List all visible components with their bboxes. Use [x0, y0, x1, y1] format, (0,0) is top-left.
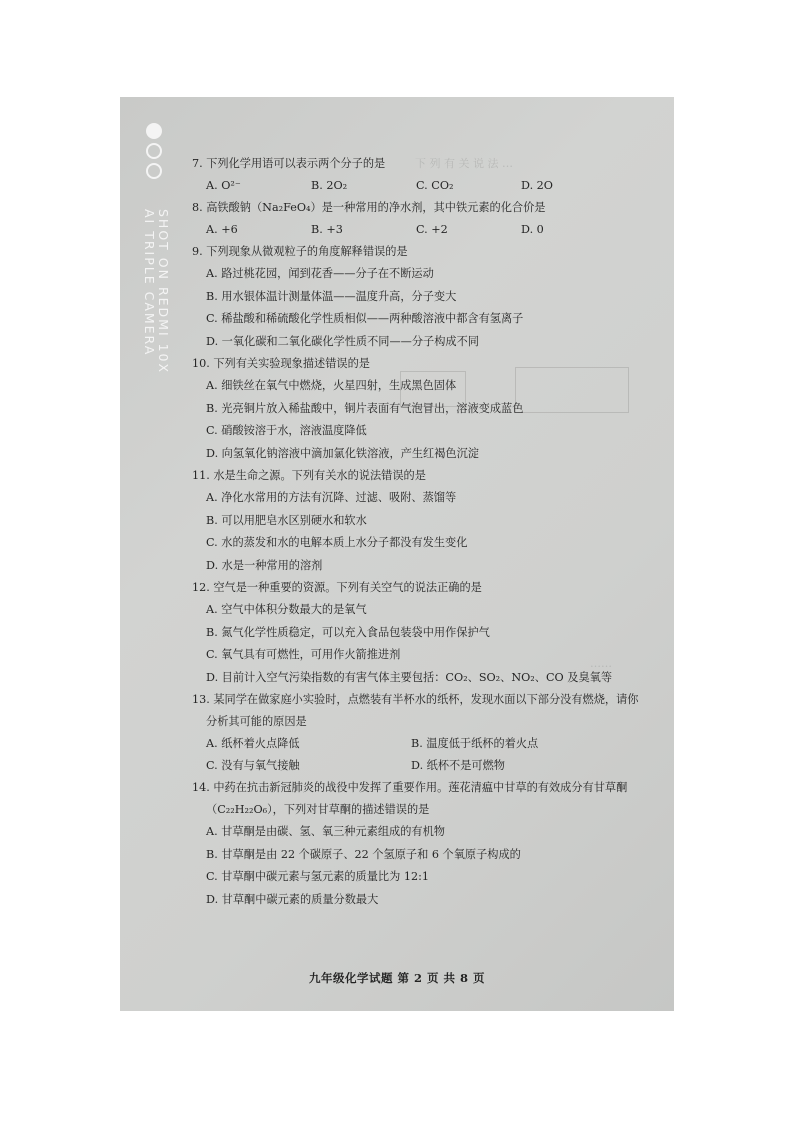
option: A. 纸杯着火点降低	[206, 737, 300, 750]
question-13-options-row2	[206, 755, 652, 777]
option: B. 可以用肥皂水区别硬水和软水	[206, 513, 367, 527]
question-14-stem: 14. 中药在抗击新冠肺炎的战役中发挥了重要作用。莲花清瘟中甘草的有效成分有甘草酮	[192, 781, 628, 794]
option: B. 2O₂	[311, 179, 348, 192]
option: A. 净化水常用的方法有沉降、过滤、吸附、蒸馏等	[206, 491, 457, 504]
photographed-exam-page	[120, 97, 674, 1011]
option: A. +6	[206, 223, 238, 236]
option: B. +3	[311, 223, 343, 236]
bleed-through-text: 下 列 有 关 说 法 …	[415, 157, 513, 170]
option: C. 没有与氧气接触	[206, 759, 300, 772]
option: C. CO₂	[416, 179, 454, 192]
option: C. 稀盐酸和稀硫酸化学性质相似——两种酸溶液中都含有氢离子	[206, 312, 524, 325]
option: B. 温度低于纸杯的着火点	[411, 737, 539, 750]
bleed-through-text: ……	[590, 657, 612, 670]
question-11-stem: 11. 水是生命之源。下列有关水的说法错误的是	[192, 469, 426, 482]
option: A. 路过桃花园，闻到花香——分子在不断运动	[206, 267, 434, 280]
option: D. 0	[521, 223, 544, 236]
exam-content	[192, 153, 652, 911]
option: D. 2O	[521, 179, 553, 192]
question-8-stem: 8. 高铁酸钠（Na₂FeO₄）是一种常用的净水剂，其中铁元素的化合价是	[192, 201, 546, 214]
option: C. 氧气具有可燃性，可用作火箭推进剂	[206, 648, 401, 661]
question-7-options	[206, 175, 652, 197]
option: B. 甘草酮是由 22 个碳原子、22 个氢原子和 6 个氧原子构成的	[206, 847, 521, 861]
question-14-stem-continued: （C₂₂H₂₂O₆），下列对甘草酮的描述错误的是	[206, 803, 430, 816]
option: C. 硝酸铵溶于水，溶液温度降低	[206, 424, 367, 437]
option: B. 氮气化学性质稳定，可以充入食品包装袋中用作保护气	[206, 625, 490, 639]
question-8-options	[206, 219, 652, 241]
option: D. 甘草酮中碳元素的质量分数最大	[206, 892, 379, 906]
question-12-stem: 12. 空气是一种重要的资源。下列有关空气的说法正确的是	[192, 581, 482, 594]
page-footer: 九年级化学试题 第 2 页 共 8 页	[308, 971, 486, 985]
question-9-stem: 9. 下列现象从微观粒子的角度解释错误的是	[192, 245, 408, 258]
watermark-text: SHOT ON REDMI 10X AI TRIPLE CAMERA	[142, 209, 171, 375]
option: D. 纸杯不是可燃物	[411, 759, 505, 772]
option: D. 水是一种常用的溶剂	[206, 558, 323, 572]
question-13-stem-continued: 分析其可能的原因是	[206, 715, 307, 728]
option: A. 空气中体积分数最大的是氧气	[206, 603, 367, 616]
option: B. 用水银体温计测量体温——温度升高，分子变大	[206, 289, 457, 303]
option: C. 水的蒸发和水的电解本质上水分子都没有发生变化	[206, 536, 468, 549]
option: D. 目前计入空气污染指数的有害气体主要包括：CO₂、SO₂、NO₂、CO 及臭氧等	[206, 670, 613, 684]
camera-watermark	[120, 97, 180, 477]
question-10-stem: 10. 下列有关实验现象描述错误的是	[192, 357, 370, 370]
option: A. 甘草酮是由碳、氢、氧三种元素组成的有机物	[206, 825, 445, 838]
camera-logo-icon	[146, 123, 162, 179]
option: D. 向氢氧化钠溶液中滴加氯化铁溶液，产生红褐色沉淀	[206, 446, 479, 460]
option: D. 一氧化碳和二氧化碳化学性质不同——分子构成不同	[206, 334, 479, 348]
question-7-stem: 7. 下列化学用语可以表示两个分子的是	[192, 157, 386, 170]
option: C. 甘草酮中碳元素与氢元素的质量比为 12:1	[206, 870, 429, 883]
option: A. O²⁻	[206, 179, 241, 192]
question-13-stem: 13. 某同学在做家庭小实验时，点燃装有半杯水的纸杯，发现水面以下部分没有燃烧，请你	[192, 693, 639, 706]
option: C. +2	[416, 223, 448, 236]
question-13-options-row1	[206, 733, 652, 755]
option: A. 细铁丝在氧气中燃烧，火星四射，生成黑色固体	[206, 379, 457, 392]
option: B. 光亮铜片放入稀盐酸中，铜片表面有气泡冒出，溶液变成蓝色	[206, 401, 524, 415]
